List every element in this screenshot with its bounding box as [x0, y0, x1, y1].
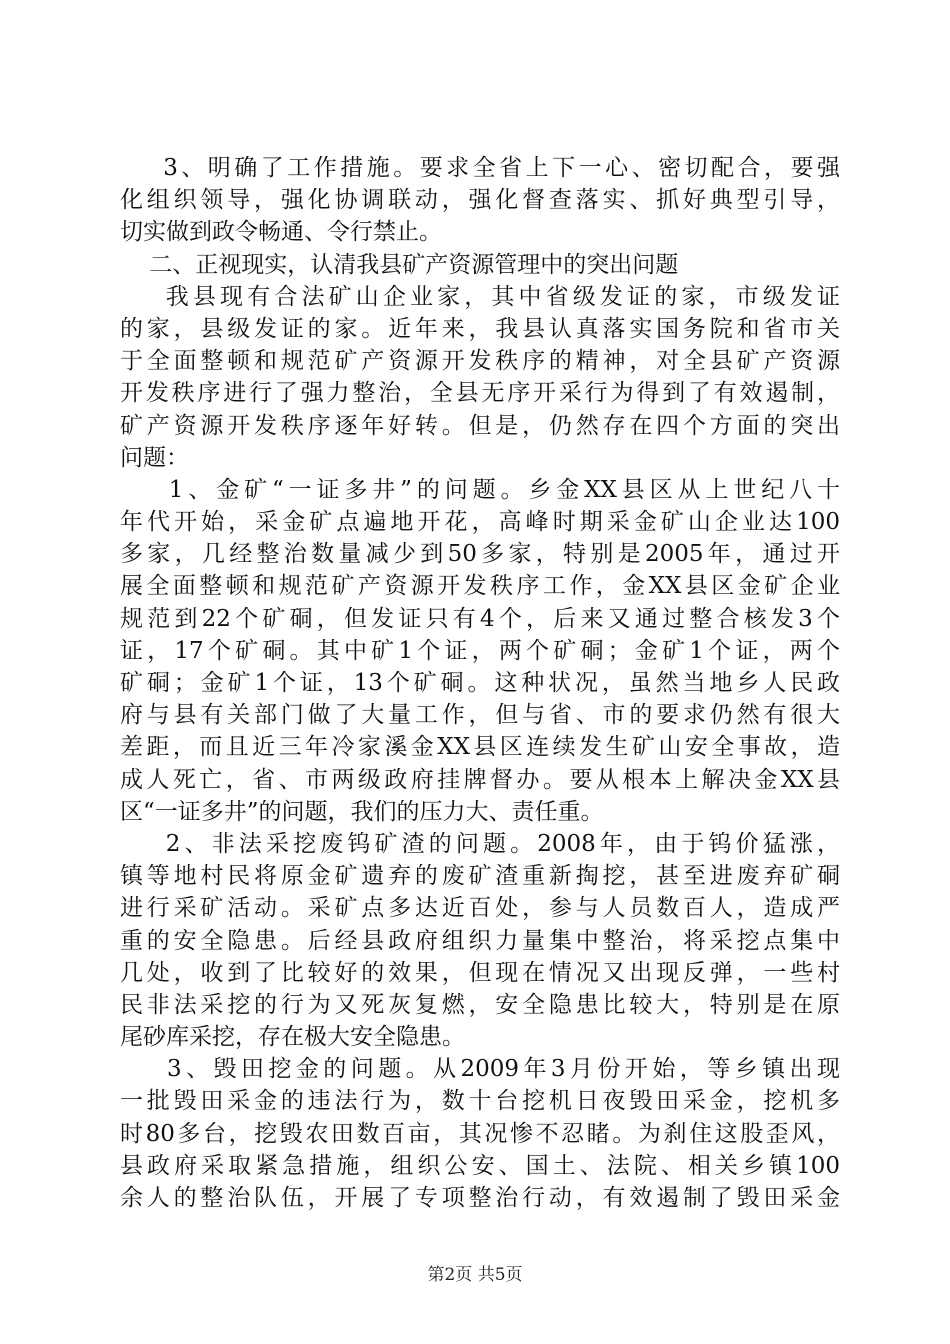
- text-line: 矿硐；金矿1个证，13个矿硐。这种状况，虽然当地乡人民政: [120, 670, 840, 696]
- document-body: [120, 152, 840, 1214]
- text-line: 化组织领导，强化协调联动，强化督查落实、抓好典型引导，: [120, 187, 840, 214]
- text-line: 3、明确了工作措施。要求全省上下一心、密切配合，要强: [120, 155, 840, 181]
- text-line: 余人的整治队伍，开展了专项整治行动，有效遏制了毁田采金: [120, 1185, 840, 1211]
- text-line: 问题：: [120, 444, 189, 471]
- text-line: 3、毁田挖金的问题。从2009年3月份开始，等乡镇出现: [120, 1056, 840, 1083]
- text-line: 年代开始，采金矿点遍地开花，高峰时期采金矿山企业达100: [120, 509, 840, 536]
- text-line: 展全面整顿和规范矿产资源开发秩序工作，金XX县区金矿企业: [120, 573, 840, 600]
- text-line: 县政府采取紧急措施，组织公安、国土、法院、相关乡镇100: [120, 1152, 840, 1179]
- text-line: 府与县有关部门做了大量工作，但与省、市的要求仍然有很大: [120, 702, 840, 729]
- text-line: 规范到22个矿硐，但发证只有4个，后来又通过整合核发3个: [120, 605, 840, 632]
- page-number-footer: 第2页 共5页: [427, 1265, 523, 1285]
- text-line: 时80多台，挖毁农田数百亩，其况惨不忍睹。为刹住这股歪风，: [120, 1120, 840, 1147]
- text-line: 证，17个矿硐。其中矿1个证，两个矿硐；金矿1个证，两个: [120, 637, 840, 664]
- text-line: 成人死亡，省、市两级政府挂牌督办。要从根本上解决金XX县: [120, 766, 840, 793]
- text-line: 多家，几经整治数量减少到50多家，特别是2005年，通过开: [120, 541, 840, 568]
- text-line: 区“一证多井”的问题，我们的压力大、责任重。: [120, 798, 604, 825]
- text-line: 重的安全隐患。后经县政府组织力量集中整治，将采挖点集中: [120, 927, 840, 954]
- text-line: 于全面整顿和规范矿产资源开发秩序的精神，对全县矿产资源: [120, 348, 840, 375]
- text-line: 差距，而且近三年冷家溪金XX县区连续发生矿山安全事故，造: [120, 734, 840, 761]
- text-line: 开发秩序进行了强力整治，全县无序开采行为得到了有效遏制，: [120, 380, 840, 407]
- text-line: 几处，收到了比较好的效果，但现在情况又出现反弹，一些村: [120, 959, 840, 986]
- text-line: 尾砂库采挖，存在极大安全隐患。: [120, 1024, 465, 1051]
- text-line: 民非法采挖的行为又死灰复燃，安全隐患比较大，特别是在原: [120, 991, 840, 1018]
- text-line: 2、非法采挖废钨矿渣的问题。2008年，由于钨价猛涨，: [120, 830, 840, 857]
- text-line: 矿产资源开发秩序逐年好转。但是，仍然存在四个方面的突出: [120, 412, 840, 439]
- text-line: 进行采矿活动。采矿点多达近百处，参与人员数百人，造成严: [120, 895, 840, 922]
- text-line: 镇等地村民将原金矿遗弃的废矿渣重新掏挖，甚至进废弃矿硐: [120, 863, 840, 890]
- text-line: 一批毁田采金的违法行为，数十台挖机日夜毁田采金，挖机多: [120, 1088, 840, 1115]
- text-line: 1、金矿“一证多井”的问题。乡金XX县区从上世纪八十: [120, 476, 840, 503]
- section-heading: 二、正视现实，认清我县矿产资源管理中的突出问题: [120, 251, 679, 278]
- text-line: 切实做到政令畅通、令行禁止。: [120, 219, 442, 246]
- text-line: 我县现有合法矿山企业家，其中省级发证的家，市级发证: [120, 283, 840, 310]
- text-line: 的家，县级发证的家。近年来，我县认真落实国务院和省市关: [120, 315, 840, 342]
